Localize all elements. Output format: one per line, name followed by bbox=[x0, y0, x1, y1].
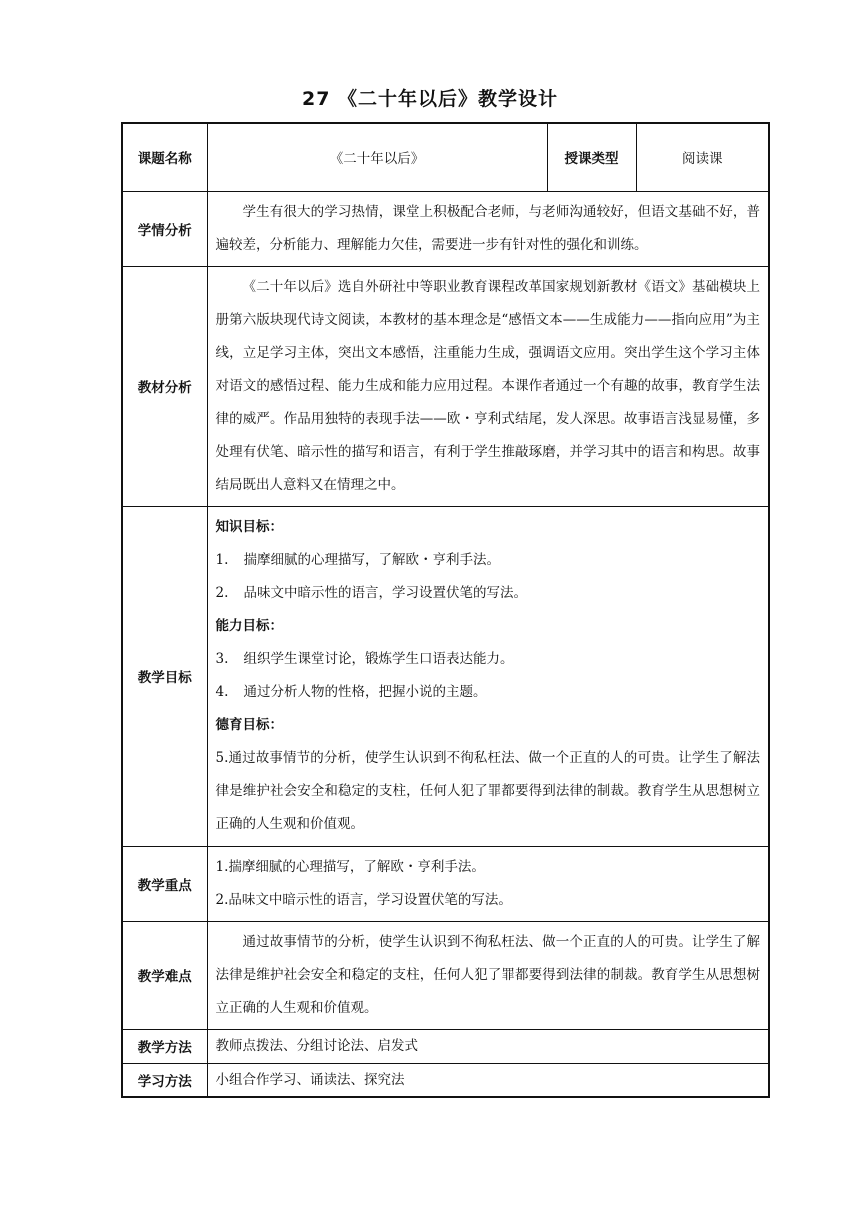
item-number: 4. bbox=[215, 684, 229, 700]
teaching-methods-text: 教师点拨法、分组讨论法、启发式 bbox=[215, 1038, 418, 1054]
row-learner-analysis bbox=[122, 191, 769, 266]
item-text: 通过分析人物的性格，把握小说的主题。 bbox=[243, 684, 487, 700]
label-learning-methods: 学习方法 bbox=[122, 1063, 207, 1097]
difficulties-text: 通过故事情节的分析，使学生认识到不徇私枉法、做一个正直的人的可贵。让学生了解法律是维护社会安全和稳定的支柱，任何人犯了罪都要得到法律的制裁。教育学生从思想树立正确的人生观和价值观。 bbox=[215, 933, 760, 1016]
lesson-type-value: 阅读课 bbox=[636, 123, 769, 191]
item-number: 3. bbox=[215, 651, 229, 667]
key-point-item: 1.揣摩细腻的心理描写，了解欧・亨利手法。 bbox=[215, 858, 485, 875]
key-point-item: 2.品味文中暗示性的语言，学习设置伏笔的写法。 bbox=[215, 891, 512, 908]
list-item bbox=[216, 676, 761, 709]
item-number: 2. bbox=[215, 585, 229, 601]
moral-goals-text: 5.通过故事情节的分析，使学生认识到不徇私枉法、做一个正直的人的可贵。让学生了解法律是维护社会安全和稳定的支柱，任何人犯了罪都要得到法律的制裁。教育学生从思想树立正确的人生观和价值观。 bbox=[215, 750, 760, 832]
ability-goals-heading: 能力目标： bbox=[215, 618, 283, 634]
row-teaching-methods bbox=[122, 1029, 769, 1063]
learner-analysis-text: 学生有很大的学习热情，课堂上积极配合老师，与老师沟通较好，但语文基础不好，普遍较差，分析能力、理解能力欠佳，需要进一步有针对性的强化和训练。 bbox=[215, 203, 760, 253]
row-difficulties bbox=[122, 921, 769, 1029]
item-text: 组织学生课堂讨论，锻炼学生口语表达能力。 bbox=[243, 651, 514, 667]
list-item bbox=[216, 643, 761, 676]
row-teaching-goals bbox=[122, 506, 769, 846]
label-learner-analysis: 学情分析 bbox=[122, 191, 207, 266]
label-key-points: 教学重点 bbox=[122, 846, 207, 921]
learning-methods-text: 小组合作学习、诵读法、探究法 bbox=[215, 1071, 405, 1088]
material-analysis-text: 《二十年以后》选自外研社中等职业教育课程改革国家规划新教材《语文》基础模块上册第六版块现代诗文阅读，本教材的基本理念是“感悟文本——生成能力——指向应用”为主线，立足学习主体，突出文本感悟，注重能力生成，强调语文应用。突出学生这个学习主体对语文的感悟过程、能力生成和能力应用过程。本课作者通过一个有趣的故事，教育学生法律的威严。作品用独特的表现手法——欧・亨利式结尾，发人深思。故事语言浅显易懂，多处理有伏笔、暗示性的描写和语言，有利于学生推敲琢磨，并学习其中的语言和构思。故事结局既出人意料又在情理之中。 bbox=[215, 278, 760, 493]
knowledge-goals-heading: 知识目标： bbox=[215, 519, 283, 535]
row-key-points bbox=[122, 846, 769, 921]
list-item bbox=[216, 544, 761, 577]
label-teaching-methods: 教学方法 bbox=[122, 1029, 207, 1063]
document-title: 27 《二十年以后》教学设计 bbox=[301, 88, 559, 110]
row-material-analysis bbox=[122, 266, 769, 506]
label-lesson-type: 授课类型 bbox=[547, 123, 636, 191]
item-text: 品味文中暗示性的语言，学习设置伏笔的写法。 bbox=[243, 585, 527, 601]
item-text: 揣摩细腻的心理描写，了解欧・亨利手法。 bbox=[243, 552, 500, 568]
label-course-name: 课题名称 bbox=[122, 123, 207, 191]
moral-goals-heading: 德育目标： bbox=[215, 717, 283, 733]
course-name-value: 《二十年以后》 bbox=[207, 123, 547, 191]
label-teaching-goals: 教学目标 bbox=[122, 506, 207, 846]
row-course-name bbox=[122, 123, 769, 191]
row-learning-methods bbox=[122, 1063, 769, 1097]
label-material-analysis: 教材分析 bbox=[122, 266, 207, 506]
list-item bbox=[216, 577, 761, 610]
lesson-plan-table bbox=[121, 122, 770, 1098]
label-difficulties: 教学难点 bbox=[122, 921, 207, 1029]
item-number: 1. bbox=[215, 552, 229, 568]
